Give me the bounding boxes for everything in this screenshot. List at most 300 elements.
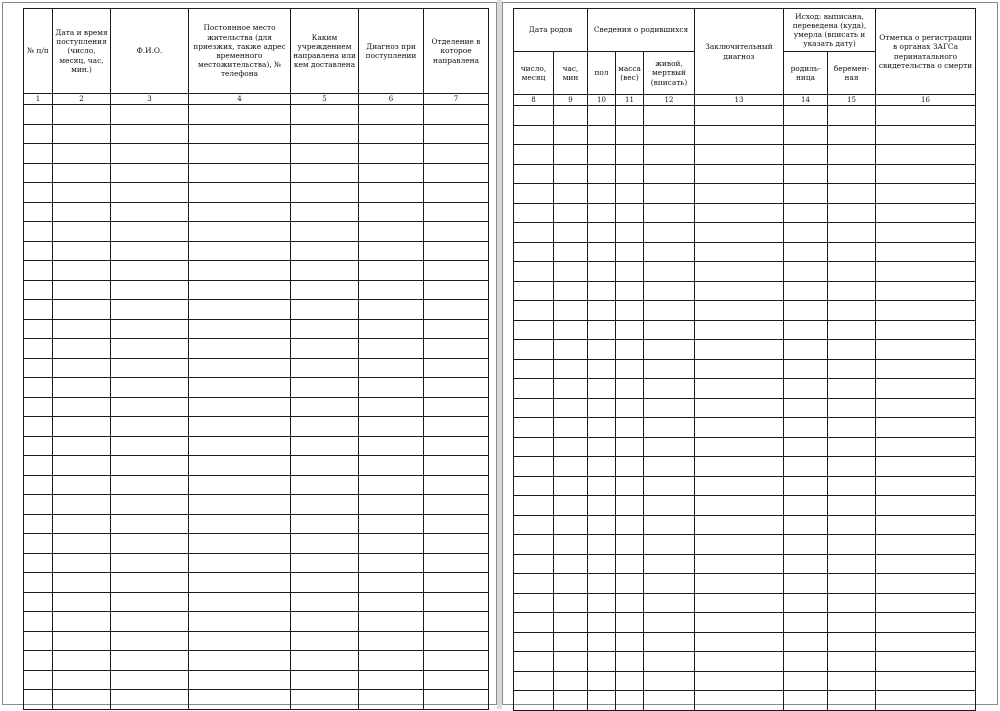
table-cell[interactable] (876, 476, 976, 496)
table-cell[interactable] (554, 671, 588, 691)
table-cell[interactable] (359, 339, 424, 359)
table-cell[interactable] (695, 554, 784, 574)
table-cell[interactable] (876, 691, 976, 711)
table-cell[interactable] (359, 124, 424, 144)
table-cell[interactable] (876, 398, 976, 418)
table-cell[interactable] (876, 515, 976, 535)
table-cell[interactable] (695, 457, 784, 477)
table-cell[interactable] (359, 397, 424, 417)
table-cell[interactable] (359, 690, 424, 710)
table-cell[interactable] (784, 301, 828, 321)
table-cell[interactable] (291, 651, 359, 671)
table-cell[interactable] (876, 632, 976, 652)
table-cell[interactable] (424, 631, 489, 651)
table-cell[interactable] (424, 144, 489, 164)
table-cell[interactable] (695, 632, 784, 652)
table-cell[interactable] (876, 554, 976, 574)
table-cell[interactable] (695, 145, 784, 165)
table-cell[interactable] (291, 534, 359, 554)
table-cell[interactable] (828, 457, 876, 477)
table-cell[interactable] (784, 418, 828, 438)
table-cell[interactable] (53, 378, 111, 398)
table-cell[interactable] (53, 514, 111, 534)
table-cell[interactable] (616, 164, 644, 184)
table-cell[interactable] (828, 437, 876, 457)
table-cell[interactable] (828, 691, 876, 711)
table-cell[interactable] (514, 535, 554, 555)
table-cell[interactable] (588, 223, 616, 243)
table-cell[interactable] (111, 124, 189, 144)
table-cell[interactable] (616, 632, 644, 652)
table-cell[interactable] (588, 418, 616, 438)
table-cell[interactable] (291, 163, 359, 183)
table-cell[interactable] (189, 612, 291, 632)
table-cell[interactable] (24, 339, 53, 359)
table-cell[interactable] (359, 514, 424, 534)
table-cell[interactable] (784, 223, 828, 243)
table-cell[interactable] (291, 475, 359, 495)
table-cell[interactable] (514, 632, 554, 652)
table-cell[interactable] (111, 397, 189, 417)
table-cell[interactable] (111, 534, 189, 554)
table-cell[interactable] (876, 242, 976, 262)
table-cell[interactable] (784, 125, 828, 145)
table-cell[interactable] (53, 592, 111, 612)
table-cell[interactable] (291, 124, 359, 144)
table-cell[interactable] (24, 378, 53, 398)
table-cell[interactable] (588, 125, 616, 145)
table-cell[interactable] (111, 631, 189, 651)
table-cell[interactable] (189, 339, 291, 359)
table-cell[interactable] (695, 340, 784, 360)
table-cell[interactable] (53, 690, 111, 710)
table-cell[interactable] (644, 632, 695, 652)
table-cell[interactable] (53, 631, 111, 651)
table-cell[interactable] (514, 671, 554, 691)
table-cell[interactable] (554, 359, 588, 379)
table-cell[interactable] (616, 223, 644, 243)
table-cell[interactable] (291, 417, 359, 437)
table-cell[interactable] (616, 301, 644, 321)
table-cell[interactable] (53, 222, 111, 242)
table-cell[interactable] (644, 652, 695, 672)
table-cell[interactable] (24, 417, 53, 437)
table-cell[interactable] (111, 261, 189, 281)
table-cell[interactable] (554, 457, 588, 477)
table-cell[interactable] (359, 456, 424, 476)
table-cell[interactable] (588, 671, 616, 691)
table-cell[interactable] (24, 436, 53, 456)
table-cell[interactable] (189, 300, 291, 320)
table-cell[interactable] (53, 612, 111, 632)
table-cell[interactable] (189, 241, 291, 261)
table-cell[interactable] (291, 105, 359, 125)
table-cell[interactable] (876, 535, 976, 555)
table-cell[interactable] (644, 496, 695, 516)
table-cell[interactable] (784, 535, 828, 555)
table-cell[interactable] (784, 652, 828, 672)
table-cell[interactable] (24, 553, 53, 573)
table-cell[interactable] (24, 534, 53, 554)
table-cell[interactable] (189, 202, 291, 222)
table-cell[interactable] (291, 514, 359, 534)
table-cell[interactable] (616, 242, 644, 262)
table-cell[interactable] (424, 319, 489, 339)
table-cell[interactable] (876, 379, 976, 399)
table-cell[interactable] (189, 495, 291, 515)
table-cell[interactable] (588, 398, 616, 418)
table-cell[interactable] (359, 631, 424, 651)
table-cell[interactable] (828, 398, 876, 418)
table-cell[interactable] (554, 437, 588, 457)
table-cell[interactable] (189, 592, 291, 612)
table-cell[interactable] (53, 339, 111, 359)
table-cell[interactable] (424, 358, 489, 378)
table-cell[interactable] (828, 242, 876, 262)
table-cell[interactable] (644, 554, 695, 574)
table-cell[interactable] (828, 281, 876, 301)
table-cell[interactable] (616, 281, 644, 301)
table-cell[interactable] (876, 164, 976, 184)
table-cell[interactable] (359, 592, 424, 612)
table-cell[interactable] (554, 203, 588, 223)
table-cell[interactable] (424, 202, 489, 222)
table-cell[interactable] (514, 320, 554, 340)
table-cell[interactable] (784, 574, 828, 594)
table-cell[interactable] (424, 514, 489, 534)
table-cell[interactable] (644, 340, 695, 360)
table-cell[interactable] (554, 262, 588, 282)
table-cell[interactable] (644, 125, 695, 145)
table-cell[interactable] (424, 553, 489, 573)
table-cell[interactable] (424, 456, 489, 476)
table-cell[interactable] (828, 203, 876, 223)
table-cell[interactable] (291, 202, 359, 222)
table-cell[interactable] (588, 242, 616, 262)
table-cell[interactable] (588, 535, 616, 555)
table-cell[interactable] (189, 183, 291, 203)
table-cell[interactable] (424, 280, 489, 300)
table-cell[interactable] (24, 358, 53, 378)
table-cell[interactable] (359, 378, 424, 398)
table-cell[interactable] (784, 379, 828, 399)
table-cell[interactable] (359, 612, 424, 632)
table-cell[interactable] (111, 339, 189, 359)
table-cell[interactable] (644, 613, 695, 633)
table-cell[interactable] (24, 456, 53, 476)
table-cell[interactable] (784, 515, 828, 535)
table-cell[interactable] (588, 164, 616, 184)
table-cell[interactable] (784, 613, 828, 633)
table-cell[interactable] (24, 222, 53, 242)
table-cell[interactable] (644, 457, 695, 477)
table-cell[interactable] (616, 359, 644, 379)
table-cell[interactable] (111, 280, 189, 300)
table-cell[interactable] (189, 651, 291, 671)
table-cell[interactable] (53, 573, 111, 593)
table-cell[interactable] (828, 632, 876, 652)
table-cell[interactable] (514, 125, 554, 145)
table-cell[interactable] (111, 553, 189, 573)
table-cell[interactable] (424, 651, 489, 671)
table-cell[interactable] (828, 223, 876, 243)
table-cell[interactable] (291, 378, 359, 398)
table-cell[interactable] (514, 164, 554, 184)
table-cell[interactable] (359, 670, 424, 690)
table-cell[interactable] (588, 379, 616, 399)
table-cell[interactable] (695, 106, 784, 126)
table-cell[interactable] (514, 613, 554, 633)
table-cell[interactable] (554, 184, 588, 204)
table-cell[interactable] (588, 320, 616, 340)
table-cell[interactable] (588, 515, 616, 535)
table-cell[interactable] (554, 223, 588, 243)
table-cell[interactable] (784, 359, 828, 379)
table-cell[interactable] (616, 593, 644, 613)
table-cell[interactable] (695, 613, 784, 633)
table-cell[interactable] (514, 359, 554, 379)
table-cell[interactable] (644, 242, 695, 262)
table-cell[interactable] (111, 573, 189, 593)
table-cell[interactable] (554, 106, 588, 126)
table-cell[interactable] (189, 690, 291, 710)
table-cell[interactable] (616, 496, 644, 516)
table-cell[interactable] (784, 184, 828, 204)
table-cell[interactable] (784, 145, 828, 165)
table-cell[interactable] (424, 105, 489, 125)
table-cell[interactable] (24, 651, 53, 671)
table-cell[interactable] (554, 320, 588, 340)
table-cell[interactable] (644, 320, 695, 340)
table-cell[interactable] (111, 144, 189, 164)
table-cell[interactable] (424, 222, 489, 242)
table-cell[interactable] (291, 222, 359, 242)
table-cell[interactable] (111, 300, 189, 320)
table-cell[interactable] (53, 300, 111, 320)
table-cell[interactable] (828, 554, 876, 574)
table-cell[interactable] (111, 183, 189, 203)
table-cell[interactable] (24, 202, 53, 222)
table-cell[interactable] (616, 691, 644, 711)
table-cell[interactable] (616, 262, 644, 282)
table-cell[interactable] (514, 496, 554, 516)
table-cell[interactable] (644, 203, 695, 223)
table-cell[interactable] (554, 379, 588, 399)
table-cell[interactable] (53, 436, 111, 456)
table-cell[interactable] (644, 515, 695, 535)
table-cell[interactable] (616, 671, 644, 691)
table-cell[interactable] (111, 612, 189, 632)
table-cell[interactable] (424, 417, 489, 437)
table-cell[interactable] (695, 281, 784, 301)
table-cell[interactable] (424, 124, 489, 144)
table-cell[interactable] (359, 319, 424, 339)
table-cell[interactable] (24, 163, 53, 183)
table-cell[interactable] (828, 671, 876, 691)
table-cell[interactable] (53, 456, 111, 476)
table-cell[interactable] (784, 554, 828, 574)
table-cell[interactable] (291, 397, 359, 417)
table-cell[interactable] (554, 574, 588, 594)
table-cell[interactable] (644, 106, 695, 126)
table-cell[interactable] (424, 690, 489, 710)
table-cell[interactable] (644, 223, 695, 243)
table-cell[interactable] (588, 184, 616, 204)
table-cell[interactable] (588, 691, 616, 711)
table-cell[interactable] (24, 514, 53, 534)
table-cell[interactable] (24, 319, 53, 339)
table-cell[interactable] (588, 437, 616, 457)
table-cell[interactable] (644, 398, 695, 418)
table-cell[interactable] (616, 398, 644, 418)
table-cell[interactable] (695, 301, 784, 321)
table-cell[interactable] (424, 339, 489, 359)
table-cell[interactable] (616, 379, 644, 399)
table-cell[interactable] (695, 262, 784, 282)
table-cell[interactable] (424, 612, 489, 632)
table-cell[interactable] (291, 183, 359, 203)
table-cell[interactable] (359, 553, 424, 573)
table-cell[interactable] (514, 652, 554, 672)
table-cell[interactable] (695, 496, 784, 516)
table-cell[interactable] (189, 163, 291, 183)
table-cell[interactable] (876, 145, 976, 165)
table-cell[interactable] (111, 690, 189, 710)
table-cell[interactable] (291, 495, 359, 515)
table-cell[interactable] (616, 457, 644, 477)
table-cell[interactable] (189, 553, 291, 573)
table-cell[interactable] (588, 145, 616, 165)
table-cell[interactable] (514, 574, 554, 594)
table-cell[interactable] (616, 184, 644, 204)
table-cell[interactable] (616, 320, 644, 340)
table-cell[interactable] (514, 340, 554, 360)
table-cell[interactable] (876, 574, 976, 594)
table-cell[interactable] (784, 262, 828, 282)
table-cell[interactable] (828, 476, 876, 496)
table-cell[interactable] (291, 612, 359, 632)
table-cell[interactable] (24, 261, 53, 281)
table-cell[interactable] (514, 262, 554, 282)
table-cell[interactable] (53, 495, 111, 515)
table-cell[interactable] (588, 457, 616, 477)
table-cell[interactable] (616, 437, 644, 457)
table-cell[interactable] (644, 437, 695, 457)
table-cell[interactable] (189, 124, 291, 144)
table-cell[interactable] (53, 417, 111, 437)
table-cell[interactable] (616, 418, 644, 438)
table-cell[interactable] (784, 242, 828, 262)
table-cell[interactable] (111, 202, 189, 222)
table-cell[interactable] (695, 476, 784, 496)
table-cell[interactable] (616, 203, 644, 223)
table-cell[interactable] (554, 125, 588, 145)
table-cell[interactable] (111, 105, 189, 125)
table-cell[interactable] (695, 203, 784, 223)
table-cell[interactable] (644, 359, 695, 379)
table-cell[interactable] (514, 301, 554, 321)
table-cell[interactable] (876, 106, 976, 126)
table-cell[interactable] (616, 515, 644, 535)
table-cell[interactable] (828, 418, 876, 438)
table-cell[interactable] (53, 319, 111, 339)
table-cell[interactable] (588, 359, 616, 379)
table-cell[interactable] (784, 632, 828, 652)
table-cell[interactable] (784, 106, 828, 126)
table-cell[interactable] (189, 573, 291, 593)
table-cell[interactable] (644, 262, 695, 282)
table-cell[interactable] (24, 690, 53, 710)
table-cell[interactable] (111, 222, 189, 242)
table-cell[interactable] (189, 144, 291, 164)
table-cell[interactable] (554, 145, 588, 165)
table-cell[interactable] (424, 300, 489, 320)
table-cell[interactable] (828, 613, 876, 633)
table-cell[interactable] (24, 495, 53, 515)
table-cell[interactable] (514, 691, 554, 711)
table-cell[interactable] (876, 613, 976, 633)
table-cell[interactable] (554, 476, 588, 496)
table-cell[interactable] (359, 417, 424, 437)
table-cell[interactable] (24, 475, 53, 495)
table-cell[interactable] (291, 339, 359, 359)
table-cell[interactable] (514, 515, 554, 535)
table-cell[interactable] (695, 652, 784, 672)
table-cell[interactable] (644, 379, 695, 399)
table-cell[interactable] (695, 574, 784, 594)
table-cell[interactable] (359, 436, 424, 456)
table-cell[interactable] (876, 301, 976, 321)
table-cell[interactable] (189, 105, 291, 125)
table-cell[interactable] (616, 574, 644, 594)
table-cell[interactable] (424, 397, 489, 417)
table-cell[interactable] (53, 670, 111, 690)
table-cell[interactable] (24, 105, 53, 125)
table-cell[interactable] (828, 164, 876, 184)
table-cell[interactable] (359, 163, 424, 183)
table-cell[interactable] (424, 378, 489, 398)
table-cell[interactable] (695, 691, 784, 711)
table-cell[interactable] (784, 398, 828, 418)
table-cell[interactable] (359, 241, 424, 261)
table-cell[interactable] (359, 280, 424, 300)
table-cell[interactable] (53, 553, 111, 573)
table-cell[interactable] (189, 436, 291, 456)
table-cell[interactable] (644, 574, 695, 594)
table-cell[interactable] (53, 397, 111, 417)
table-cell[interactable] (695, 184, 784, 204)
table-cell[interactable] (828, 106, 876, 126)
table-cell[interactable] (828, 262, 876, 282)
table-cell[interactable] (111, 670, 189, 690)
table-cell[interactable] (291, 241, 359, 261)
table-cell[interactable] (828, 320, 876, 340)
table-cell[interactable] (554, 281, 588, 301)
table-cell[interactable] (588, 301, 616, 321)
table-cell[interactable] (291, 456, 359, 476)
table-cell[interactable] (695, 535, 784, 555)
table-cell[interactable] (514, 418, 554, 438)
table-cell[interactable] (695, 320, 784, 340)
table-cell[interactable] (189, 319, 291, 339)
table-cell[interactable] (189, 456, 291, 476)
table-cell[interactable] (53, 261, 111, 281)
table-cell[interactable] (359, 651, 424, 671)
table-cell[interactable] (784, 671, 828, 691)
table-cell[interactable] (111, 436, 189, 456)
table-cell[interactable] (876, 671, 976, 691)
table-cell[interactable] (784, 281, 828, 301)
